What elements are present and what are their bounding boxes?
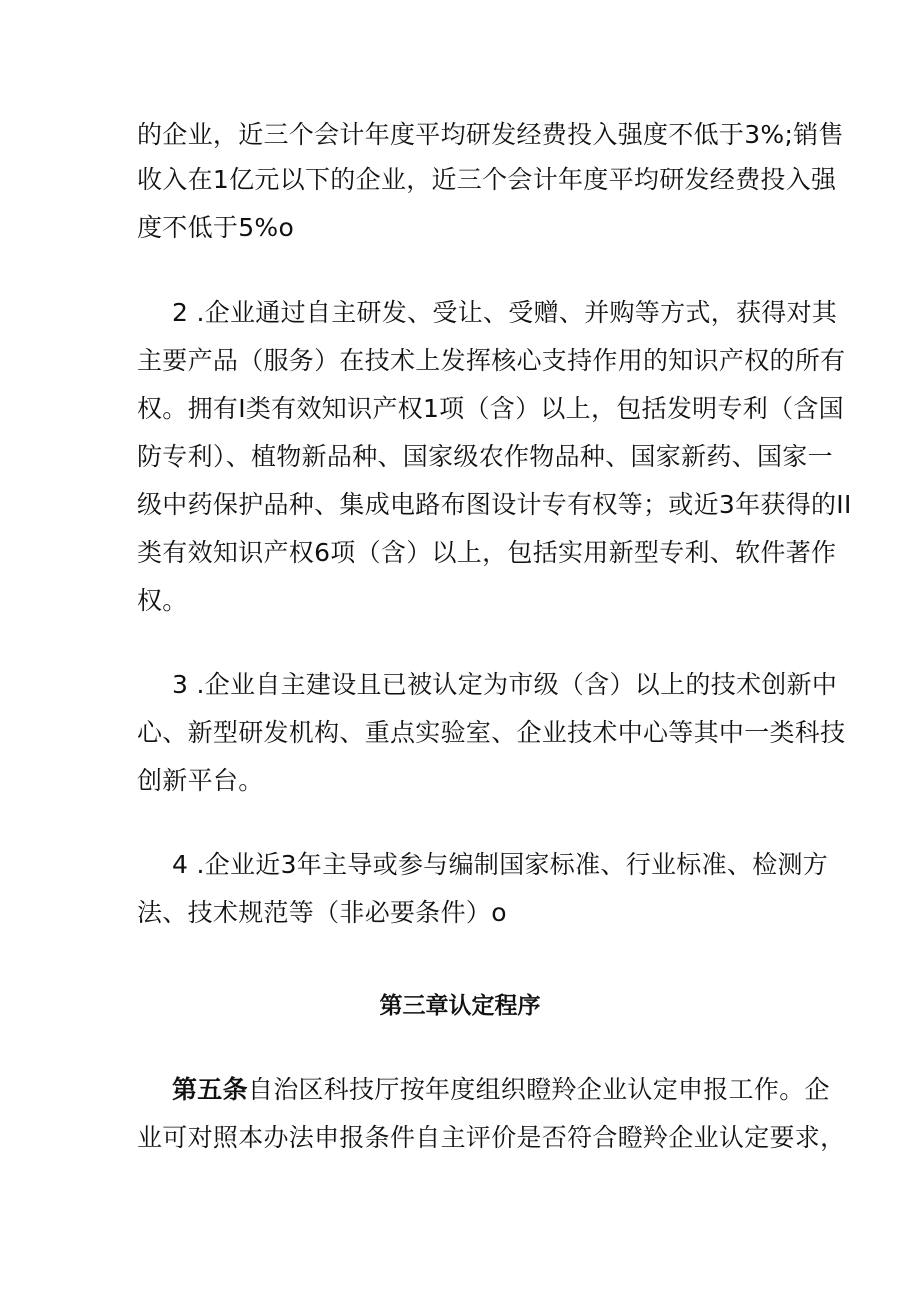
para1-line-1: 的企业，近三个会计年度平均研发经费投入强度不低于3%;销售	[137, 120, 844, 149]
para1-line-3: 度不低于5%o	[137, 213, 295, 242]
para2-line-1: 2 .企业通过自主研发、受让、受赠、并购等方式，获得对其	[172, 298, 838, 327]
article5-line-2: 业可对照本办法申报条件自主评价是否符合瞪羚企业认定要求，	[137, 1123, 846, 1152]
article5-line-1-text: 自治区科技厅按年度组织瞪羚企业认定申报工作。企	[247, 1075, 830, 1104]
para4-line-1: 4 .企业近3年主导或参与编制国家标准、行业标准、检测方	[172, 850, 829, 879]
para2-line-3: 权。拥有I类有效知识产权1项（含）以上，包括发明专利（含国	[137, 394, 844, 423]
para2-line-6: 类有效知识产权6项（含）以上，包括实用新型专利、软件著作	[137, 538, 837, 567]
para2-line-4: 防专利）、植物新品种、国家级农作物品种、国家新药、国家一	[137, 442, 833, 471]
article5-label: 第五条	[172, 1075, 248, 1104]
chapter-heading: 第三章认定程序	[379, 993, 541, 1019]
para3-line-1: 3 .企业自主建设且已被认定为市级（含）以上的技术创新中	[172, 670, 838, 699]
para1-line-2: 收入在1亿元以下的企业，近三个会计年度平均研发经费投入强	[137, 165, 837, 194]
para4-line-2: 法、技术规范等（非必要条件）o	[137, 898, 507, 927]
para3-line-2: 心、新型研发机构、重点实验室、企业技术中心等其中一类科技	[137, 718, 846, 747]
para2-line-5: 级中药保护品种、集成电路布图设计专有权等；或近3年获得的II	[137, 490, 852, 519]
para2-line-2: 主要产品（服务）在技术上发挥核心支持作用的知识产权的所有	[137, 346, 846, 375]
para2-line-7: 权。	[137, 586, 188, 615]
para3-line-3: 创新平台。	[137, 766, 264, 795]
article5-line-1	[172, 1073, 830, 1107]
